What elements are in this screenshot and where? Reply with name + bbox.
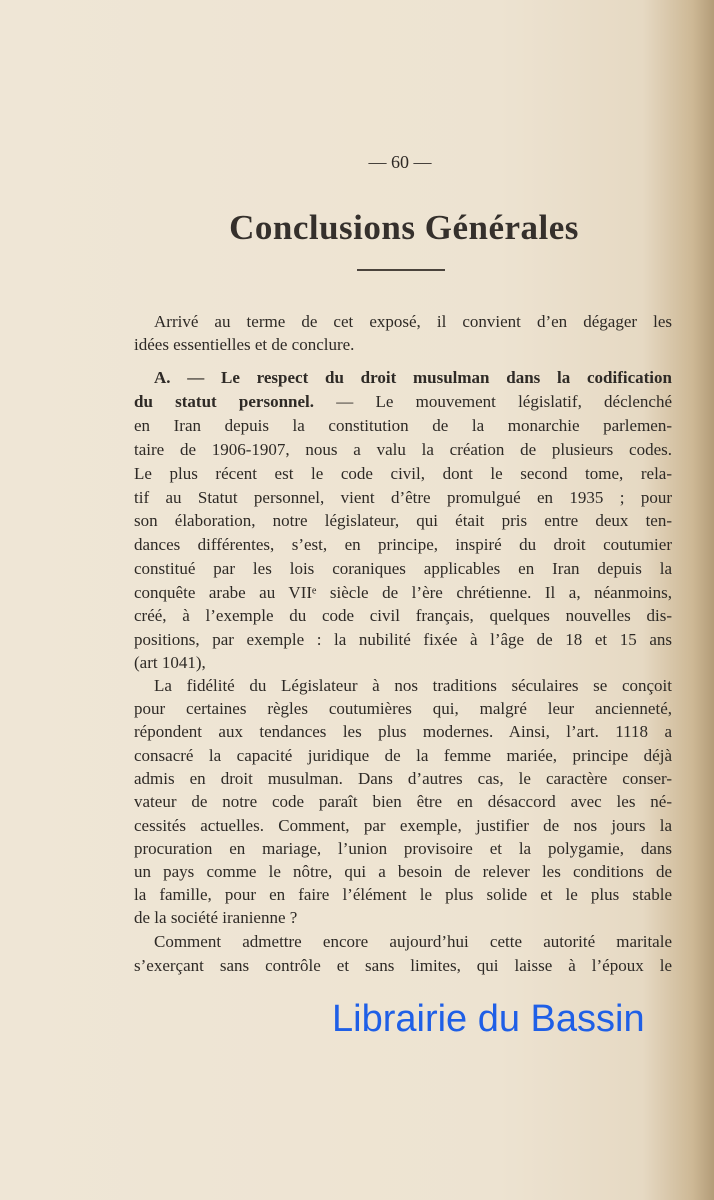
text-line: vateur de notre code paraît bien être en désaccord avec les né- — [134, 792, 672, 811]
text-line: créé, à l’exemple du code civil français, quelques nouvelles dis- — [134, 606, 672, 625]
text-line: positions, par exemple : la nubilité fixée à l’âge de 18 et 15 ans — [134, 630, 672, 649]
text-line: idées essentielles et de conclure. — [134, 335, 355, 354]
section-heading: A. — Le respect du droit musulman dans la codification — [154, 368, 672, 387]
text-line: Comment admettre encore aujourd’hui cette autorité maritale — [154, 932, 672, 951]
text-line: pour certaines règles coutumières qui, malgré leur ancienneté, — [134, 699, 672, 718]
text-line: Arrivé au terme de cet exposé, il convient d’en dégager les — [154, 312, 672, 331]
text-line: dances différentes, s’est, en principe, inspiré du droit coutumier — [134, 535, 672, 554]
text-line: consacré la capacité juridique de la femme mariée, principe déjà — [134, 746, 672, 765]
text-line: cessités actuelles. Comment, par exemple, justifier de nos jours la — [134, 816, 672, 835]
text-fragment: — Le mouvement législatif, déclenché — [314, 392, 672, 411]
text-line: taire de 1906-1907, nous a valu la création de plusieurs codes. — [134, 440, 672, 459]
text-line: en Iran depuis la constitution de la monarchie parlemen- — [134, 416, 672, 435]
text-line: un pays comme le nôtre, qui a besoin de relever les conditions de — [134, 862, 672, 881]
text-line: constitué par les lois coraniques applicables en Iran depuis la — [134, 559, 672, 578]
text-line: conquête arabe au VIIᵉ siècle de l’ère chrétienne. Il a, néanmoins, — [134, 583, 672, 602]
section-heading-cont: du statut personnel. — [134, 392, 314, 411]
text-line: admis en droit musulman. Dans d’autres cas, le caractère conser- — [134, 769, 672, 788]
text-line: Le plus récent est le code civil, dont le second tome, rela- — [134, 464, 672, 483]
text-line: tif au Statut personnel, vient d’être promulgué en 1935 ; pour — [134, 488, 672, 507]
text-line — [134, 392, 672, 412]
text-line: procuration en mariage, l’union provisoire et la polygamie, dans — [134, 839, 672, 858]
title-divider — [357, 269, 445, 271]
watermark: Librairie du Bassin — [332, 998, 645, 1040]
page-title: Conclusions Générales — [229, 208, 579, 247]
text-line: la famille, pour en faire l’élément le plus solide et le plus stable — [134, 885, 672, 904]
text-line: s’exerçant sans contrôle et sans limites, qui laisse à l’époux le — [134, 956, 672, 975]
page-number: — 60 — — [368, 152, 432, 172]
text-line: son élaboration, notre législateur, qui était pris entre deux ten- — [134, 511, 672, 530]
text-line: (art 1041), — [134, 653, 206, 672]
text-line: répondent aux tendances les plus modernes. Ainsi, l’art. 1118 a — [134, 722, 672, 741]
text-line: de la société iranienne ? — [134, 908, 298, 927]
text-line: La fidélité du Législateur à nos traditions séculaires se conçoit — [154, 676, 672, 695]
